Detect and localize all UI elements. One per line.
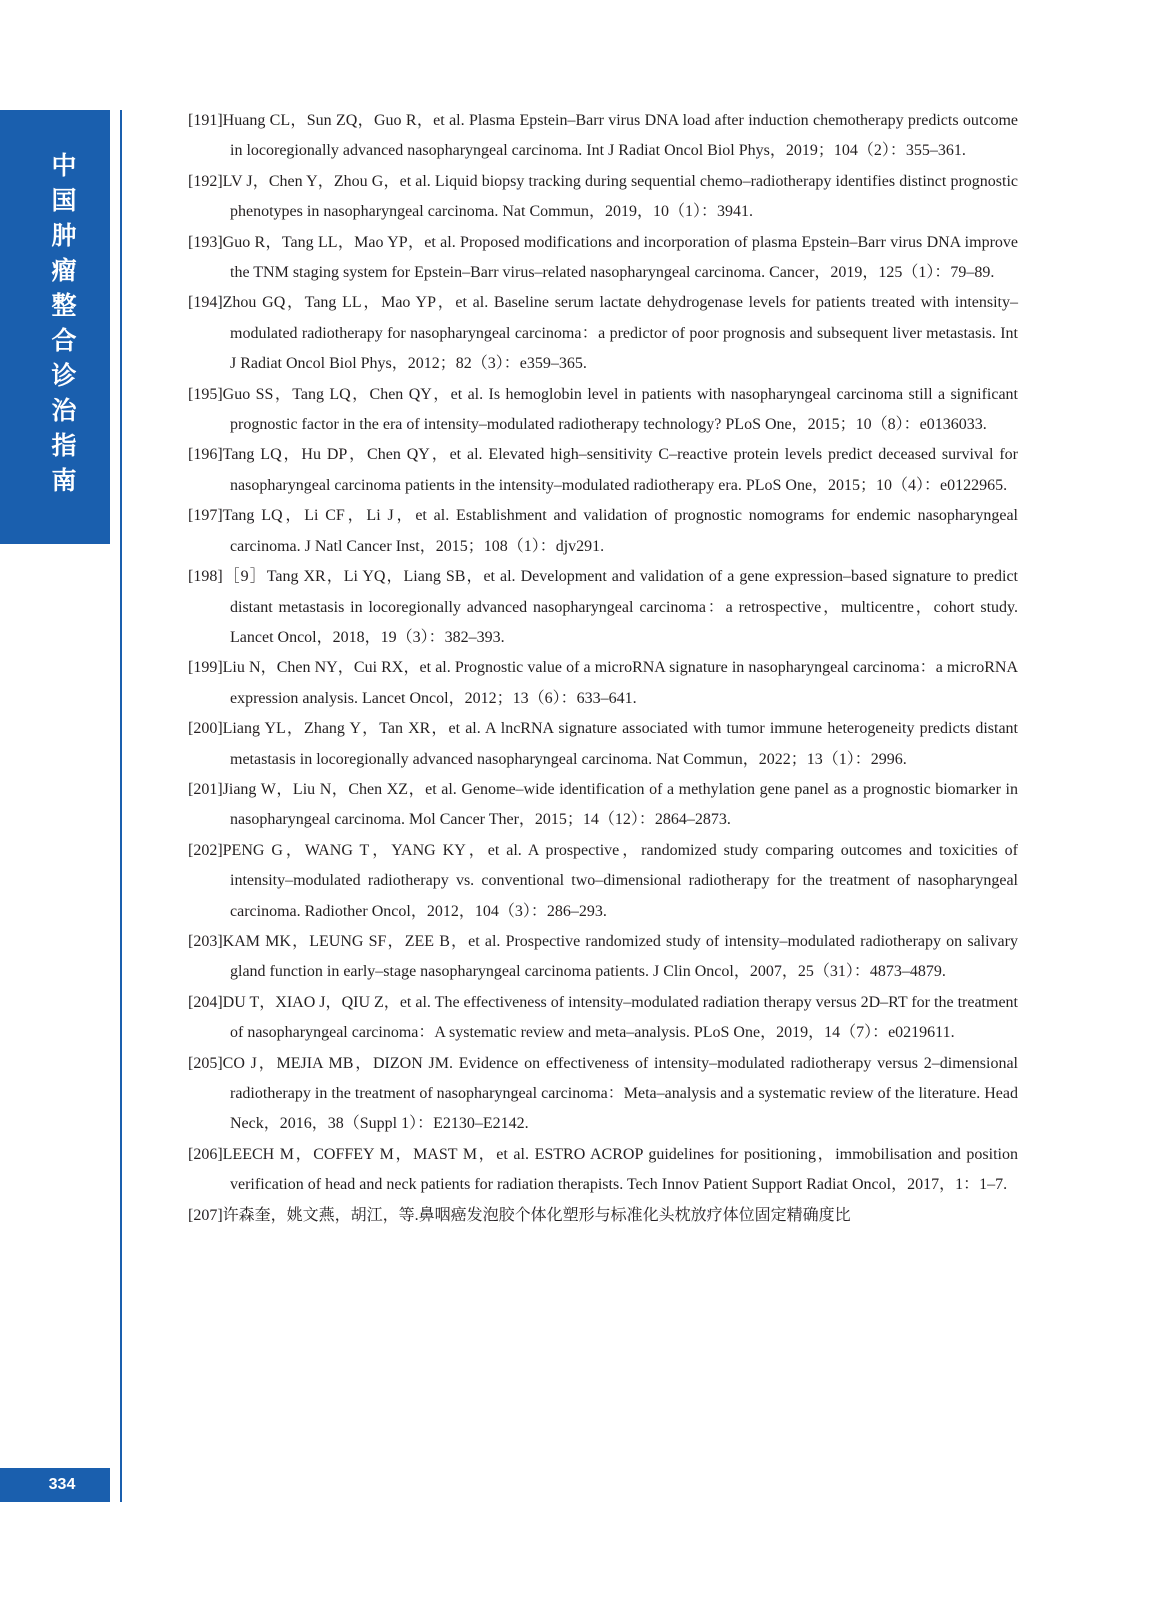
- reference-item: [203]KAM MK，LEUNG SF，ZEE B，et al. Prospective randomized study of intensity–modulated radiotherapy on salivary gland function in early–stage nasopharyngeal carcinoma patients. J Clin Oncol，2007，25（31）：4873–4879.: [188, 932, 1018, 981]
- reference-item: [205]CO J，MEJIA MB，DIZON JM. Evidence on effectiveness of intensity–modulated radiotherapy versus 2–dimensional radiotherapy in the treatment of nasopharyngeal carcinoma：Meta–analysis and a systematic review of the literature. Head Neck，2016，38（Suppl 1）：E2130–E2142.: [188, 1054, 1018, 1133]
- reference-item: [204]DU T，XIAO J，QIU Z，et al. The effectiveness of intensity–modulated radiation therapy versus 2D–RT for the treatment of nasopharyngeal carcinoma：A systematic review and meta–analysis. PLoS One，2019，14（7）：e0219611.: [188, 993, 1018, 1042]
- book-title-char: 瘤: [51, 256, 77, 285]
- margin-rule: [120, 110, 122, 1502]
- reference-item: [191]Huang CL，Sun ZQ，Guo R，et al. Plasma Epstein–Barr virus DNA load after induction chemotherapy predicts outcome in locoregionally advanced nasopharyngeal carcinoma. Int J Radiat Oncol Biol Phys，2019；104（2）：355–361.: [188, 112, 1018, 160]
- book-title-char: 治: [51, 396, 77, 425]
- reference-item: [193]Guo R，Tang LL，Mao YP，et al. Proposed modifications and incorporation of plasma Epstein–Barr virus DNA improve the TNM staging system for Epstein–Barr virus–related nasopharyngeal carcinoma. Cancer，2019，125（1）：79–89.: [188, 233, 1018, 282]
- reference-item: [197]Tang LQ，Li CF，Li J，et al. Establishment and validation of prognostic nomograms for endemic nasopharyngeal carcinoma. J Natl Cancer Inst，2015；108（1）：djv291.: [188, 507, 1018, 555]
- book-title-char: 国: [51, 186, 77, 215]
- book-title-char: 肿: [51, 221, 77, 250]
- reference-list: [188, 106, 1018, 1231]
- reference-item: [199]Liu N，Chen NY，Cui RX，et al. Prognostic value of a microRNA signature in nasopharyngeal carcinoma：a microRNA expression analysis. Lancet Oncol，2012；13（6）：633–641.: [188, 659, 1018, 707]
- reference-item: [207]许森奎，姚文燕，胡江，等.鼻咽癌发泡胶个体化塑形与标准化头枕放疗体位固定精确度比: [188, 1206, 851, 1224]
- reference-item: [198]［9］Tang XR，Li YQ，Liang SB，et al. Development and validation of a gene expression–based signature to predict distant metastasis in locoregionally advanced nasopharyngeal carcinoma：a retrospective，multicentre，cohort study. Lancet Oncol，2018，19（3）：382–393.: [188, 568, 1018, 646]
- book-title-char: 中: [51, 151, 77, 180]
- reference-item: [202]PENG G，WANG T，YANG KY，et al. A prospective，randomized study comparing outcomes and toxicities of intensity–modulated radiotherapy vs. conventional two–dimensional radiotherapy for the treatment of nasopharyngeal carcinoma. Radiother Oncol，2012，104（3）：286–293.: [188, 841, 1018, 920]
- reference-item: [192]LV J，Chen Y，Zhou G，et al. Liquid biopsy tracking during sequential chemo–radiotherapy identifies distinct prognostic phenotypes in nasopharyngeal carcinoma. Nat Commun，2019，10（1）：3941.: [188, 172, 1018, 221]
- page-number: 334: [48, 1476, 76, 1493]
- book-title-vertical: [42, 148, 86, 498]
- reference-item: [200]Liang YL，Zhang Y，Tan XR，et al. A lncRNA signature associated with tumor immune heterogeneity predicts distant metastasis in locoregionally advanced nasopharyngeal carcinoma. Nat Commun，2022；13（1）：2996.: [188, 720, 1018, 768]
- reference-item: [206]LEECH M，COFFEY M，MAST M，et al. ESTRO ACROP guidelines for positioning，immobilisation and position verification of head and neck patients for radiation therapists. Tech Innov Patient Support Radiat Oncol，2017，1：1–7.: [188, 1145, 1018, 1194]
- book-title-char: 指: [51, 431, 77, 460]
- book-title-char: 合: [51, 326, 77, 355]
- reference-item: [201]Jiang W，Liu N，Chen XZ，et al. Genome–wide identification of a methylation gene panel as a prognostic biomarker in nasopharyngeal carcinoma. Mol Cancer Ther，2015；14（12）：2864–2873.: [188, 780, 1018, 829]
- book-title-char: 南: [51, 466, 77, 495]
- reference-item: [195]Guo SS，Tang LQ，Chen QY，et al. Is hemoglobin level in patients with nasopharyngeal carcinoma still a significant prognostic factor in the era of intensity–modulated radiotherapy technology? PLoS One，2015；10（8）：e0136033.: [188, 385, 1018, 434]
- reference-item: [194]Zhou GQ，Tang LL，Mao YP，et al. Baseline serum lactate dehydrogenase levels for patients treated with intensity–modulated radiotherapy for nasopharyngeal carcinoma：a predictor of poor prognosis and subsequent liver metastasis. Int J Radiat Oncol Biol Phys，2012；82（3）：e359–365.: [188, 294, 1018, 373]
- book-title-char: 整: [51, 291, 77, 320]
- reference-item: [196]Tang LQ，Hu DP，Chen QY，et al. Elevated high–sensitivity C–reactive protein levels predict deceased survival for nasopharyngeal carcinoma patients in the intensity–modulated radiotherapy era. PLoS One，2015；10（4）：e0122965.: [188, 446, 1018, 494]
- book-title-char: 诊: [51, 361, 77, 390]
